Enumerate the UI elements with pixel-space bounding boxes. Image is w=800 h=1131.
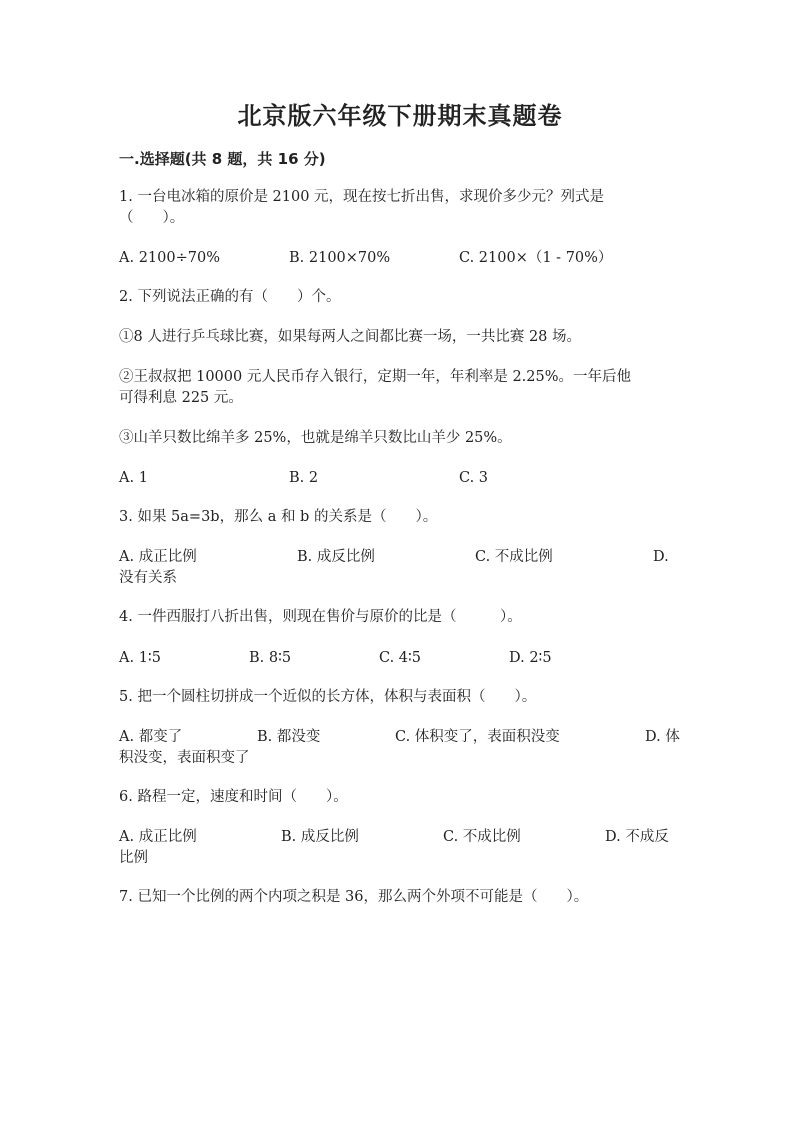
question-5-option-a: A. 都变了 bbox=[119, 729, 183, 745]
question-2-option-b: B. 2 bbox=[289, 470, 319, 486]
question-4-option-b: B. 8∶5 bbox=[249, 650, 292, 666]
question-4-stem: 4. 一件西服打八折出售，则现在售价与原价的比是（ ）。 bbox=[119, 609, 522, 625]
question-1-stem-line-2: （ ）。 bbox=[119, 210, 185, 226]
question-1-option-b: B. 2100×70% bbox=[289, 250, 391, 266]
question-4-option-c: C. 4∶5 bbox=[379, 650, 422, 666]
question-2-option-a: A. 1 bbox=[119, 470, 148, 486]
question-1-stem-line-1: 1. 一台电冰箱的原价是 2100 元，现在按七折出售，求现价多少元？列式是 bbox=[119, 189, 605, 205]
question-3-option-d-continued: 没有关系 bbox=[119, 570, 177, 586]
question-4-option-d: D. 2∶5 bbox=[509, 650, 552, 666]
question-6-stem: 6. 路程一定，速度和时间（ ）。 bbox=[119, 789, 348, 805]
question-6-option-d: D. 不成反 bbox=[605, 829, 669, 845]
question-2-statement-2-line-2: 可得利息 225 元。 bbox=[119, 390, 243, 406]
question-6-option-d-continued: 比例 bbox=[119, 850, 148, 866]
question-6-option-b: B. 成反比例 bbox=[281, 829, 359, 845]
question-5-stem: 5. 把一个圆柱切拼成一个近似的长方体，体积与表面积（ ）。 bbox=[119, 689, 537, 705]
question-1-option-c: C. 2100×（1 - 70%） bbox=[459, 250, 613, 266]
question-6-option-a: A. 成正比例 bbox=[119, 829, 197, 845]
question-3-option-c: C. 不成比例 bbox=[475, 549, 553, 565]
section-heading: 一.选择题(共 8 题，共 16 分) bbox=[119, 150, 326, 168]
question-7-stem: 7. 已知一个比例的两个内项之积是 36，那么两个外项不可能是（ ）。 bbox=[119, 889, 589, 905]
question-3-option-d: D. bbox=[653, 549, 669, 565]
question-5-option-c: C. 体积变了，表面积没变 bbox=[395, 729, 560, 745]
question-2-stem: 2. 下列说法正确的有（ ）个。 bbox=[119, 289, 341, 305]
question-5-option-b: B. 都没变 bbox=[257, 729, 321, 745]
question-1-option-a: A. 2100÷70% bbox=[119, 250, 220, 266]
question-5-option-d-continued: 积没变，表面积变了 bbox=[119, 750, 250, 766]
question-4-option-a: A. 1∶5 bbox=[119, 650, 161, 666]
question-3-stem: 3. 如果 5a=3b，那么 a 和 b 的关系是（ ）。 bbox=[119, 509, 438, 525]
question-3-option-a: A. 成正比例 bbox=[119, 549, 197, 565]
question-2-statement-2-line-1: ②王叔叔把 10000 元人民币存入银行，定期一年，年利率是 2.25%。一年后他 bbox=[119, 369, 632, 385]
question-3-option-b: B. 成反比例 bbox=[297, 549, 375, 565]
page-title: 北京版六年级下册期末真题卷 bbox=[237, 102, 563, 130]
question-5-option-d: D. 体 bbox=[645, 729, 680, 745]
question-2-statement-1: ①8 人进行乒乓球比赛，如果每两人之间都比赛一场，一共比赛 28 场。 bbox=[119, 329, 582, 345]
question-2-option-c: C. 3 bbox=[459, 470, 489, 486]
question-6-option-c: C. 不成比例 bbox=[443, 829, 521, 845]
question-2-statement-3: ③山羊只数比绵羊多 25%，也就是绵羊只数比山羊少 25%。 bbox=[119, 430, 512, 446]
